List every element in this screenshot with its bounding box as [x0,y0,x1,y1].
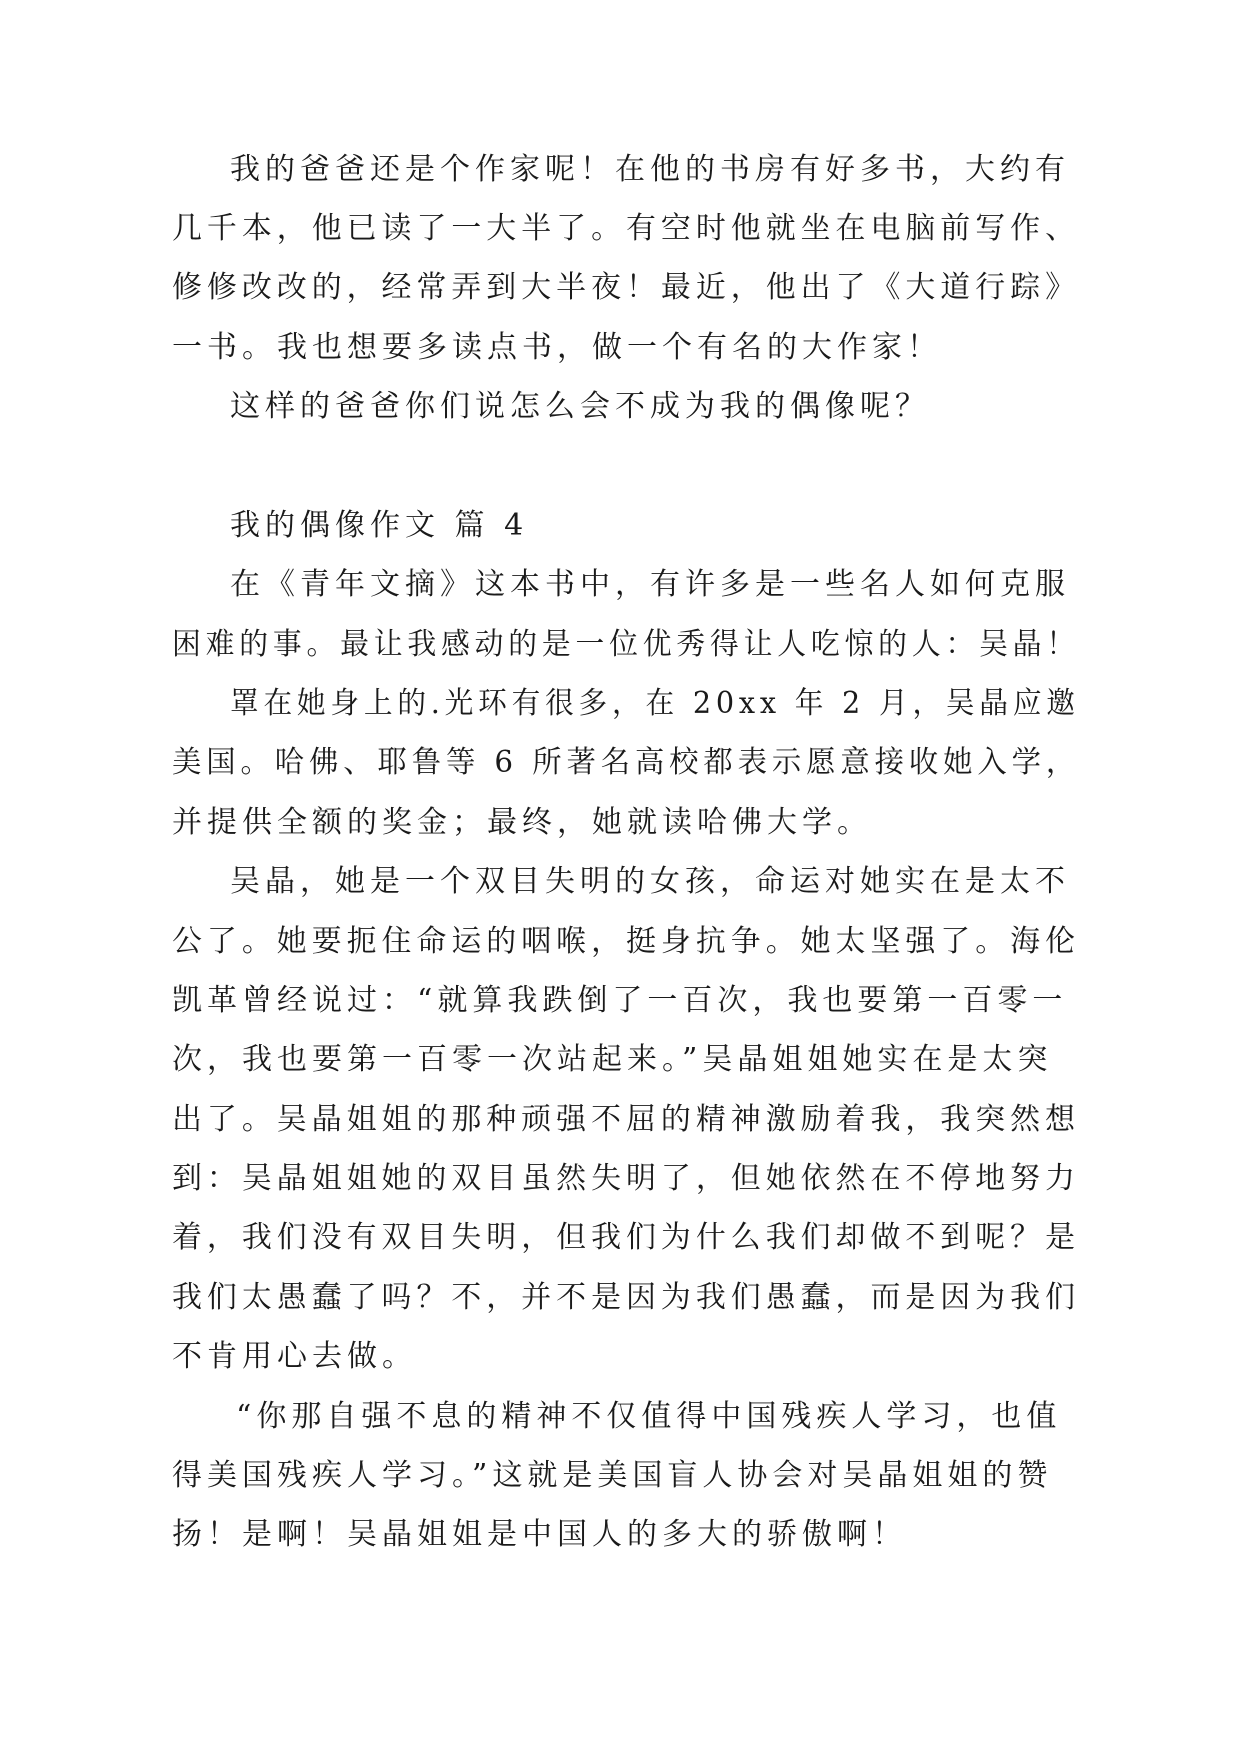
text-line: 到：吴晶姐姐她的双目虽然失明了，但她依然在不停地努力 [172,1161,1080,1196]
text-line: 这样的爸爸你们说怎么会不成为我的偶像呢？ [230,389,930,424]
text-line: 修修改改的，经常弄到大半夜！最近，他出了《大道行踪》 [172,270,1080,305]
text-line: 罩在她身上的.光环有很多，在 20xx 年 2 月，吴晶应邀 [230,686,1080,721]
text-line: 不肯用心去做。 [172,1339,417,1374]
text-line: 公了。她要扼住命运的咽喉，挺身抗争。她太坚强了。海伦 [172,924,1080,959]
text-line: 出了。吴晶姐姐的那种顽强不屈的精神激励着我，我突然想 [172,1102,1080,1137]
text-line: 着，我们没有双目失明，但我们为什么我们却做不到呢？是 [172,1220,1080,1255]
text-line: 几千本，他已读了一大半了。有空时他就坐在电脑前写作、 [172,211,1080,246]
text-line: 美国。哈佛、耶鲁等 6 所著名高校都表示愿意接收她入学， [172,745,1081,780]
text-line: 扬！是啊！吴晶姐姐是中国人的多大的骄傲啊！ [172,1517,907,1552]
text-line: 我的爸爸还是个作家呢！在他的书房有好多书，大约有 [230,152,1070,187]
text-line: 得美国残疾人学习。”这就是美国盲人协会对吴晶姐姐的赞 [172,1458,1053,1493]
text-line: 一书。我也想要多读点书，做一个有名的大作家！ [172,330,942,365]
section-heading: 我的偶像作文 篇 4 [230,508,529,543]
text-line: 在《青年文摘》这本书中，有许多是一些名人如何克服 [230,567,1070,602]
text-line: 并提供全额的奖金；最终，她就读哈佛大学。 [172,805,872,840]
text-line: “你那自强不息的精神不仅值得中国残疾人学习，也值 [236,1399,1062,1434]
text-line: 次，我也要第一百零一次站起来。”吴晶姐姐她实在是太突 [172,1042,1053,1077]
text-line: 凯革曾经说过：“就算我跌倒了一百次，我也要第一百零一 [172,983,1068,1018]
text-line: 困难的事。最让我感动的是一位优秀得让人吃惊的人：吴晶！ [172,627,1080,662]
text-line: 吴晶，她是一个双目失明的女孩，命运对她实在是太不 [230,864,1070,899]
text-line: 我们太愚蠢了吗？不，并不是因为我们愚蠢，而是因为我们 [172,1280,1080,1315]
